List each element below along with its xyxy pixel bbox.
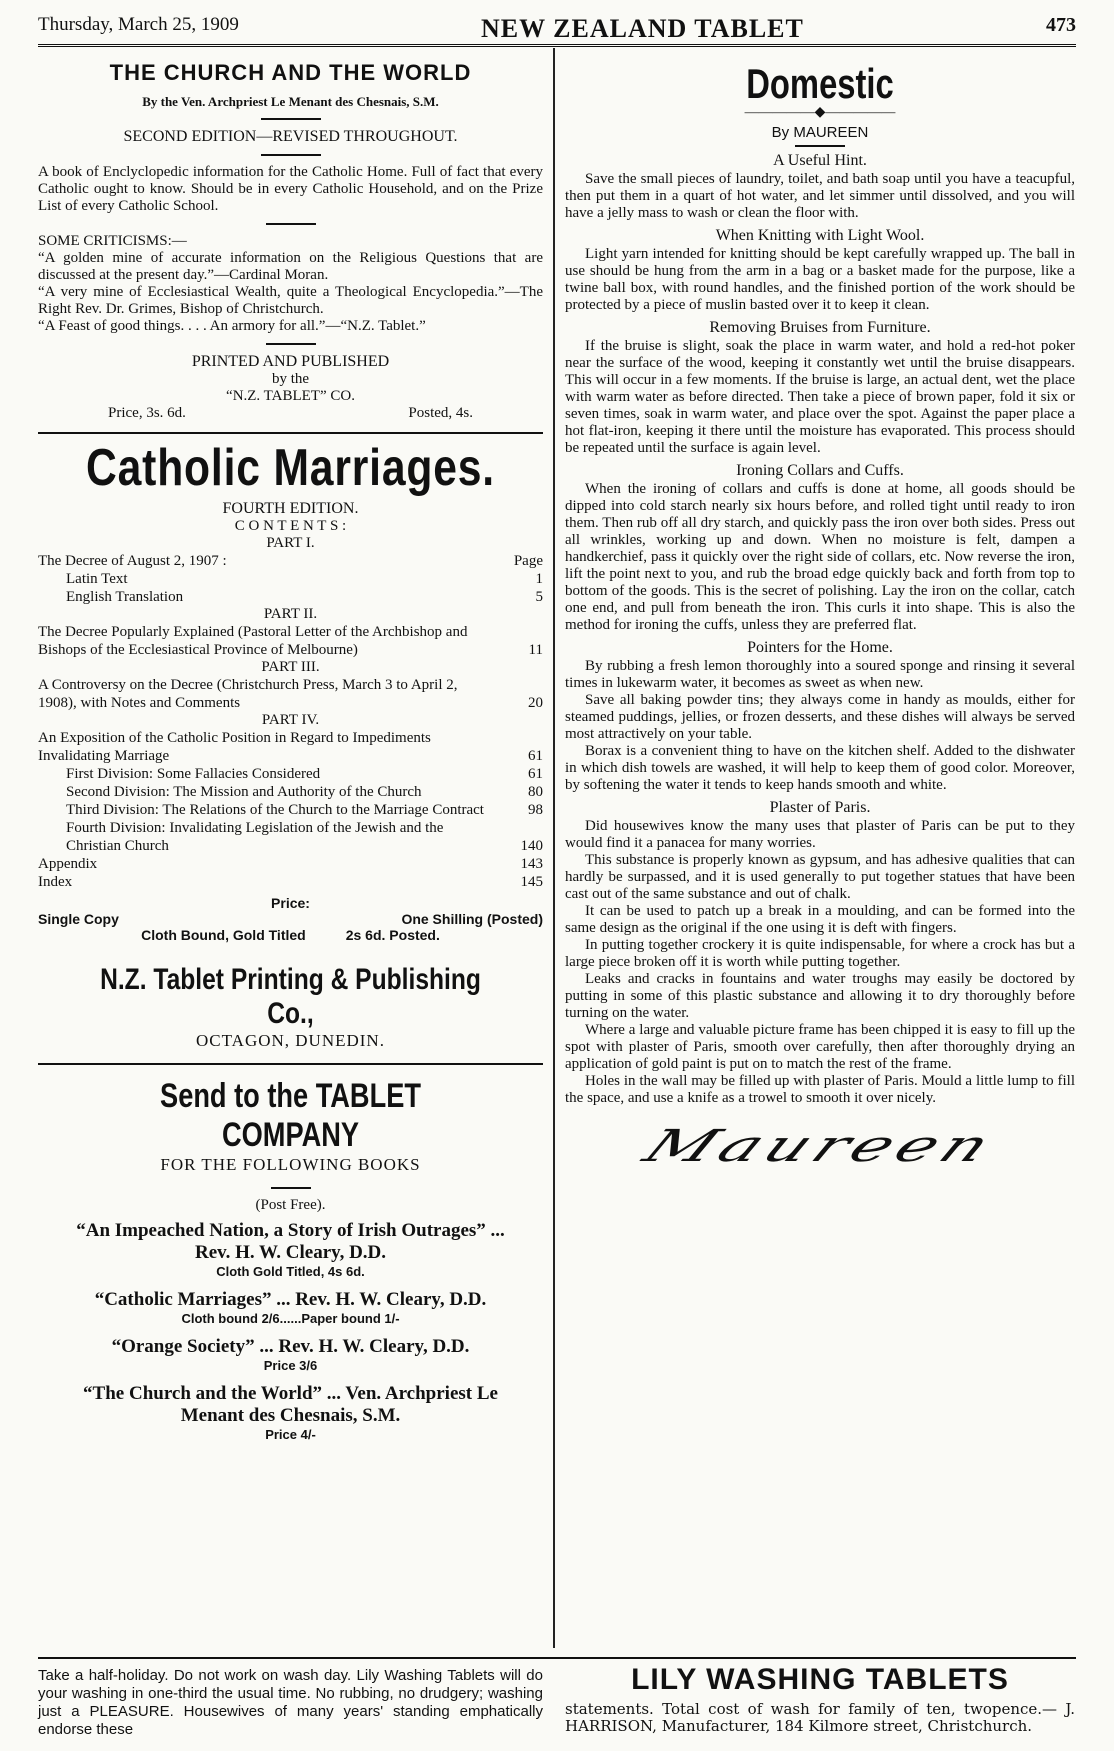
section-rule xyxy=(38,432,543,434)
toc-appendix-page: 143 xyxy=(520,856,543,872)
toc-row xyxy=(38,729,543,765)
subhead-ironing: Ironing Collars and Cuffs. xyxy=(736,462,904,479)
para-knitting: Light yarn intended for knitting should be kept carefully wrapped up. The ball in use should be hung from the arm in a bag or a basket made for the purpose, like a twine ball box, with round handles, and the finished portion of the work should be protected by a piece of muslin basted over it to keep it clean. xyxy=(565,246,1075,313)
church-world-posted: Posted, 4s. xyxy=(408,405,473,421)
toc-row xyxy=(38,783,543,801)
toc-first-division-page: 61 xyxy=(528,766,543,782)
book-church-world: “The Church and the World” ... Ven. Archpriest Le Menant des Chesnais, S.M. xyxy=(83,1383,498,1426)
send-tablet-title: Send to the TABLET COMPANY xyxy=(160,1077,421,1154)
book-orange-price: Price 3/6 xyxy=(263,1358,318,1373)
right-column xyxy=(565,60,1075,1186)
section-rule xyxy=(38,1063,543,1065)
quote-tablet: “A Feast of good things. . . . An armory for all.”—“N.Z. Tablet.” xyxy=(38,318,426,334)
toc-row xyxy=(38,819,543,855)
toc-pastoral: The Decree Popularly Explained (Pastoral Letter of the Archbishop and Bishops of the Ecclesiastical Province of Melbourne) xyxy=(38,624,468,658)
toc-controversy: A Controversy on the Decree (Christchurch Press, March 3 to April 2, 1908), with Notes and Comments xyxy=(38,677,458,711)
toc-pastoral-page: 11 xyxy=(528,642,543,658)
toc-third-division: Third Division: The Relations of the Church to the Marriage Contract xyxy=(66,802,484,818)
nz-tablet-printing: N.Z. Tablet Printing & Publishing Co., xyxy=(100,963,481,1030)
para-gypsum: This substance is properly known as gypsum, and has adhesive qualities that can hardly be surpassed, and it is used generally to put together statues that have been cast out of the same substance and out of chalk. xyxy=(565,852,1075,902)
toc-exposition: An Exposition of the Catholic Position in Regard to Impediments Invalidating Marriage xyxy=(38,730,431,764)
cloth-bound: Cloth Bound, Gold Titled xyxy=(141,927,306,943)
ornament-divider: —————◆————— xyxy=(744,105,896,120)
following-books: FOR THE FOLLOWING BOOKS xyxy=(160,1155,421,1174)
marriages-contents: C O N T E N T S : xyxy=(234,518,347,534)
lily-title: LILY WASHING TABLETS xyxy=(631,1663,1009,1696)
toc-row xyxy=(38,623,543,659)
para-ironing: When the ironing of collars and cuffs is done at home, all goods should be dipped into cold starch nearly six hours before, and rolled tight until ready to iron them. Then rub off all dry starch, and quickly pass the iron over both sides. Press out all wrinkles, working up and down. When no moisture is felt, dampen a handkerchief, pass it quickly over the right side of collars, etc. Now reverse the iron, lift the point next to you, and rub the broad edge quickly back and forth from top to bottom of the goods. This is the secret of polishing. Lay the iron on the collar, catch one end, and pull from beneath the iron. This curls it into shape. This is also the method for ironing the cuffs, unless they are preferred flat. xyxy=(565,481,1075,633)
para-fountains: Leaks and cracks in fountains and water troughs may easily be doctored by putting in some of this plastic substance and allowing it to dry thoroughly before turning on the water. xyxy=(565,971,1075,1021)
toc-row xyxy=(38,570,543,588)
toc-appendix: Appendix xyxy=(38,856,98,872)
toc-exposition-page: 61 xyxy=(528,748,543,764)
domestic-byline: By MAUREEN xyxy=(771,124,869,141)
toc-controversy-page: 20 xyxy=(528,695,543,711)
price-heading: Price: xyxy=(271,895,310,911)
part-three: PART III. xyxy=(261,659,320,675)
book-church-price: Price 4/- xyxy=(265,1427,316,1442)
book-impeached-nation: “An Impeached Nation, a Story of Irish Outrages” ... Rev. H. W. Cleary, D.D. xyxy=(76,1220,505,1263)
criticisms-heading: SOME CRITICISMS:— xyxy=(38,233,187,249)
para-picture-frame: Where a large and valuable picture frame has been chipped it is easy to fill up the spot with plaster of Paris, smooth over carefully, then after thoroughly drying an application of gold paint is put on to match the rest of the frame. xyxy=(565,1022,1075,1072)
subhead-useful-hint: A Useful Hint. xyxy=(773,152,867,169)
octagon-dunedin: OCTAGON, DUNEDIN. xyxy=(196,1031,385,1050)
toc-first-division: First Division: Some Fallacies Considered xyxy=(66,766,321,782)
church-world-price: Price, 3s. 6d. xyxy=(108,405,186,421)
church-world-description: A book of Enclyclopedic information for the Catholic Home. Full of fact that every Catholic ought to know. Should be in every Catholic Household, and on the Prize List of every Catholic School. xyxy=(38,164,543,214)
catholic-marriages-title: Catholic Marriages. xyxy=(86,439,495,497)
cloth-line xyxy=(38,927,543,943)
subhead-knitting: When Knitting with Light Wool. xyxy=(715,227,925,244)
toc-english: English Translation xyxy=(66,589,184,605)
para-holes: Holes in the wall may be filled up with plaster of Paris. Mould a little lump to fill the space, and use a knife as a trowel to smooth it over nicely. xyxy=(565,1073,1075,1106)
part-one: PART I. xyxy=(266,535,315,551)
toc-index: Index xyxy=(38,874,73,890)
toc-fourth-division-page: 140 xyxy=(520,838,543,854)
toc-page-label: Page xyxy=(513,553,543,569)
toc-english-page: 5 xyxy=(535,589,543,605)
para-baking-tins: Save all baking powder tins; they always come in handy as moulds, either for steamed puddings, jellies, or frozen desserts, and these dishes will always be served most attractively on your table. xyxy=(565,692,1075,742)
toc-second-division-page: 80 xyxy=(528,784,543,800)
quote-grimes: “A very mine of Ecclesiastical Wealth, quite a Theological Encyclopedia.”—The Right Rev. Dr. Grimes, Bishop of Christchurch. xyxy=(38,284,543,317)
lily-statements: statements. Total cost of wash for family of ten, twopence.— J. HARRISON, Manufacturer, 184 Kilmore street, Christchurch. xyxy=(565,1700,1075,1735)
toc-row xyxy=(38,552,543,570)
post-free: (Post Free). xyxy=(255,1197,326,1213)
church-world-title: THE CHURCH AND THE WORLD xyxy=(109,60,472,85)
toc-row xyxy=(38,588,543,606)
cloth-price: 2s 6d. Posted. xyxy=(345,927,440,943)
printed-published: PRINTED AND PUBLISHED xyxy=(191,353,390,370)
short-rule xyxy=(795,145,845,147)
domestic-title: Domestic xyxy=(746,60,894,107)
masthead xyxy=(38,14,1076,47)
lily-ad-left: Take a half-holiday. Do not work on wash day. Lily Washing Tablets will do your washing in one-third the usual time. No rubbing, no drudgery; washing just a PLEASURE. Housewives of many years' standing emphatically endorse these xyxy=(38,1667,543,1738)
lily-ad-right xyxy=(565,1663,1075,1735)
para-crockery: In putting together crockery it is quite indispensable, for where a crock has but a large piece broken off it is worth while putting together. xyxy=(565,937,1075,970)
price-line xyxy=(38,405,543,422)
toc-row xyxy=(38,676,543,712)
toc-third-division-page: 98 xyxy=(528,802,543,818)
column-divider xyxy=(553,48,555,1648)
para-lemon: By rubbing a fresh lemon thoroughly into a soured sponge and rinsing it several times in lukewarm water, it becomes as sweet as when new. xyxy=(565,658,1075,691)
left-column xyxy=(38,60,543,1442)
para-soap: Save the small pieces of laundry, toilet, and bath soap until you have a teacupful, then put them in a quart of hot water, and let simmer until dissolved, and you will have a jelly mass to wash or clean the floor with. xyxy=(565,171,1075,221)
newspaper-title: NEW ZEALAND TABLET xyxy=(481,14,804,43)
para-moulding: It can be used to patch up a break in a moulding, and can be formed into the same design as the original if the one using it is deft with fingers. xyxy=(565,903,1075,936)
footer-rule xyxy=(38,1657,1076,1659)
book-orange-society: “Orange Society” ... Rev. H. W. Cleary, D.D. xyxy=(111,1336,470,1357)
by-the: by the xyxy=(271,371,310,387)
page-number: 473 xyxy=(1046,14,1076,36)
maureen-signature: Maureen xyxy=(634,1121,1006,1172)
issue-date: Thursday, March 25, 1909 xyxy=(38,14,239,35)
subhead-plaster: Plaster of Paris. xyxy=(769,799,871,816)
book-catholic-marriages: “Catholic Marriages” ... Rev. H. W. Cleary, D.D. xyxy=(94,1289,487,1310)
toc-row xyxy=(38,801,543,819)
toc-row xyxy=(38,873,543,891)
single-copy-line xyxy=(38,911,543,927)
toc-latin: Latin Text xyxy=(66,571,128,587)
para-borax: Borax is a convenient thing to have on the kitchen shelf. Added to the dishwater in which dish towels are washed, it will help to keep them of good color. Moreover, by softening the water it tends to keep hands smooth and white. xyxy=(565,743,1075,793)
toc-fourth-division: Fourth Division: Invalidating Legislation of the Jewish and the Christian Church xyxy=(66,820,444,854)
short-rule xyxy=(271,1187,311,1189)
part-four: PART IV. xyxy=(261,712,320,728)
short-rule xyxy=(266,223,316,225)
book-marriages-price: Cloth bound 2/6......Paper bound 1/- xyxy=(181,1311,400,1326)
single-copy-price: One Shilling (Posted) xyxy=(401,911,543,927)
quote-moran: “A golden mine of accurate information on the Religious Questions that are discussed at the present day.”—Cardinal Moran. xyxy=(38,250,543,283)
para-plaster-uses: Did housewives know the many uses that plaster of Paris can be put to they would find it a panacea for many worries. xyxy=(565,818,1075,851)
church-world-edition: SECOND EDITION—REVISED THROUGHOUT. xyxy=(123,128,458,145)
short-rule xyxy=(266,343,316,345)
church-world-byline: By the Ven. Archpriest Le Menant des Chesnais, S.M. xyxy=(142,94,439,109)
toc-row xyxy=(38,855,543,873)
short-rule xyxy=(261,118,321,120)
single-copy: Single Copy xyxy=(38,911,119,927)
toc-index-page: 145 xyxy=(520,874,543,890)
toc-row xyxy=(38,765,543,783)
toc-decree: The Decree of August 2, 1907 : xyxy=(38,553,227,569)
short-rule xyxy=(261,154,321,156)
tablet-company: “N.Z. TABLET” CO. xyxy=(226,388,355,404)
part-two: PART II. xyxy=(263,606,318,622)
book-impeached-price: Cloth Gold Titled, 4s 6d. xyxy=(216,1264,365,1279)
para-bruises: If the bruise is slight, soak the place in warm water, and hold a red-hot poker near the surface of the wood, keeping it constantly wet until the bruise disappears. This will occur in a few moments. If the bruise is large, an actual dent, wet the place with warm water as before directed. Then take a piece of brown paper, fold it six or seven times, soak in warm water, and place over the spot. Against the paper place a hot flat-iron, keeping it there until the moisture has evaporated. This process should be repeated until the surface is again level. xyxy=(565,338,1075,456)
toc-second-division: Second Division: The Mission and Authority of the Church xyxy=(66,784,422,800)
marriages-edition: FOURTH EDITION. xyxy=(222,500,359,517)
subhead-pointers: Pointers for the Home. xyxy=(747,639,893,656)
subhead-bruises: Removing Bruises from Furniture. xyxy=(709,319,931,336)
toc-latin-page: 1 xyxy=(535,571,543,587)
